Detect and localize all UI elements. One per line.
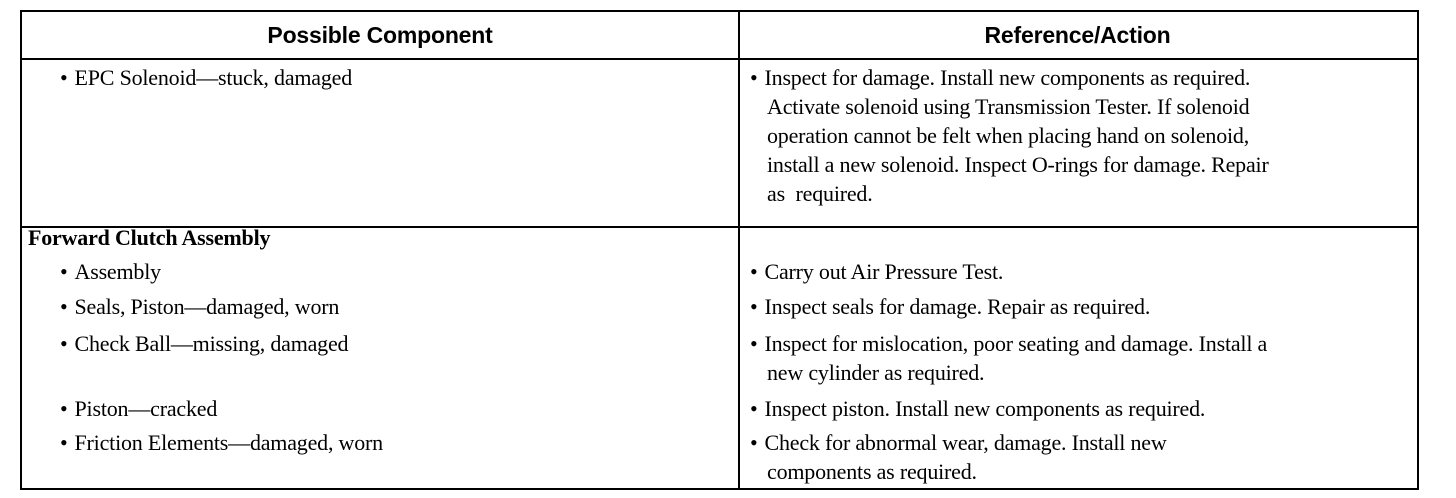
table-header-row: [22, 12, 1417, 60]
action-inspect-piston: • Inspect piston. Install new components as required.: [750, 396, 1206, 421]
action-epc-line-4: install a new solenoid. Inspect O-rings for damage. Repair: [767, 152, 1269, 177]
component-seals-piston: • Seals, Piston—damaged, worn: [60, 294, 340, 319]
action-epc-line-5: as required.: [767, 181, 873, 206]
action-check-wear-line-1: • Check for abnormal wear, damage. Install new: [750, 430, 1167, 455]
component-epc-solenoid: • EPC Solenoid—stuck, damaged: [60, 65, 353, 90]
action-inspect-mislocation-line-2: new cylinder as required.: [767, 360, 985, 385]
bullet-icon: •: [750, 259, 758, 284]
bullet-icon: •: [750, 331, 758, 356]
component-assembly: • Assembly: [60, 259, 161, 284]
action-inspect-mislocation-line-1: • Inspect for mislocation, poor seating and damage. Install a: [750, 331, 1268, 356]
bullet-icon: •: [60, 294, 68, 319]
component-piston: • Piston—cracked: [60, 396, 218, 421]
bullet-icon: •: [750, 396, 758, 421]
action-air-pressure-test: • Carry out Air Pressure Test.: [750, 259, 1004, 284]
action-inspect-seals: • Inspect seals for damage. Repair as required.: [750, 294, 1151, 319]
bullet-icon: •: [750, 294, 758, 319]
section-title-forward-clutch: Forward Clutch Assembly: [28, 225, 271, 250]
header-reference-action: Reference/Action: [984, 21, 1171, 48]
component-check-ball: • Check Ball—missing, damaged: [60, 331, 349, 356]
action-epc-line-1: • Inspect for damage. Install new components as required.: [750, 65, 1251, 90]
bullet-icon: •: [60, 396, 68, 421]
action-check-wear-line-2: components as required.: [767, 459, 977, 484]
bullet-icon: •: [60, 259, 68, 284]
bullet-icon: •: [60, 430, 68, 455]
bullet-icon: •: [60, 331, 68, 356]
column-divider: [738, 12, 740, 488]
header-possible-component: Possible Component: [267, 21, 493, 48]
troubleshooting-table: [20, 10, 1419, 490]
action-epc-line-3: operation cannot be felt when placing hand on solenoid,: [767, 123, 1250, 148]
bullet-icon: •: [60, 65, 68, 90]
component-friction-elements: • Friction Elements—damaged, worn: [60, 430, 383, 455]
bullet-icon: •: [750, 65, 758, 90]
action-epc-line-2: Activate solenoid using Transmission Tester. If solenoid: [767, 94, 1250, 119]
bullet-icon: •: [750, 430, 758, 455]
